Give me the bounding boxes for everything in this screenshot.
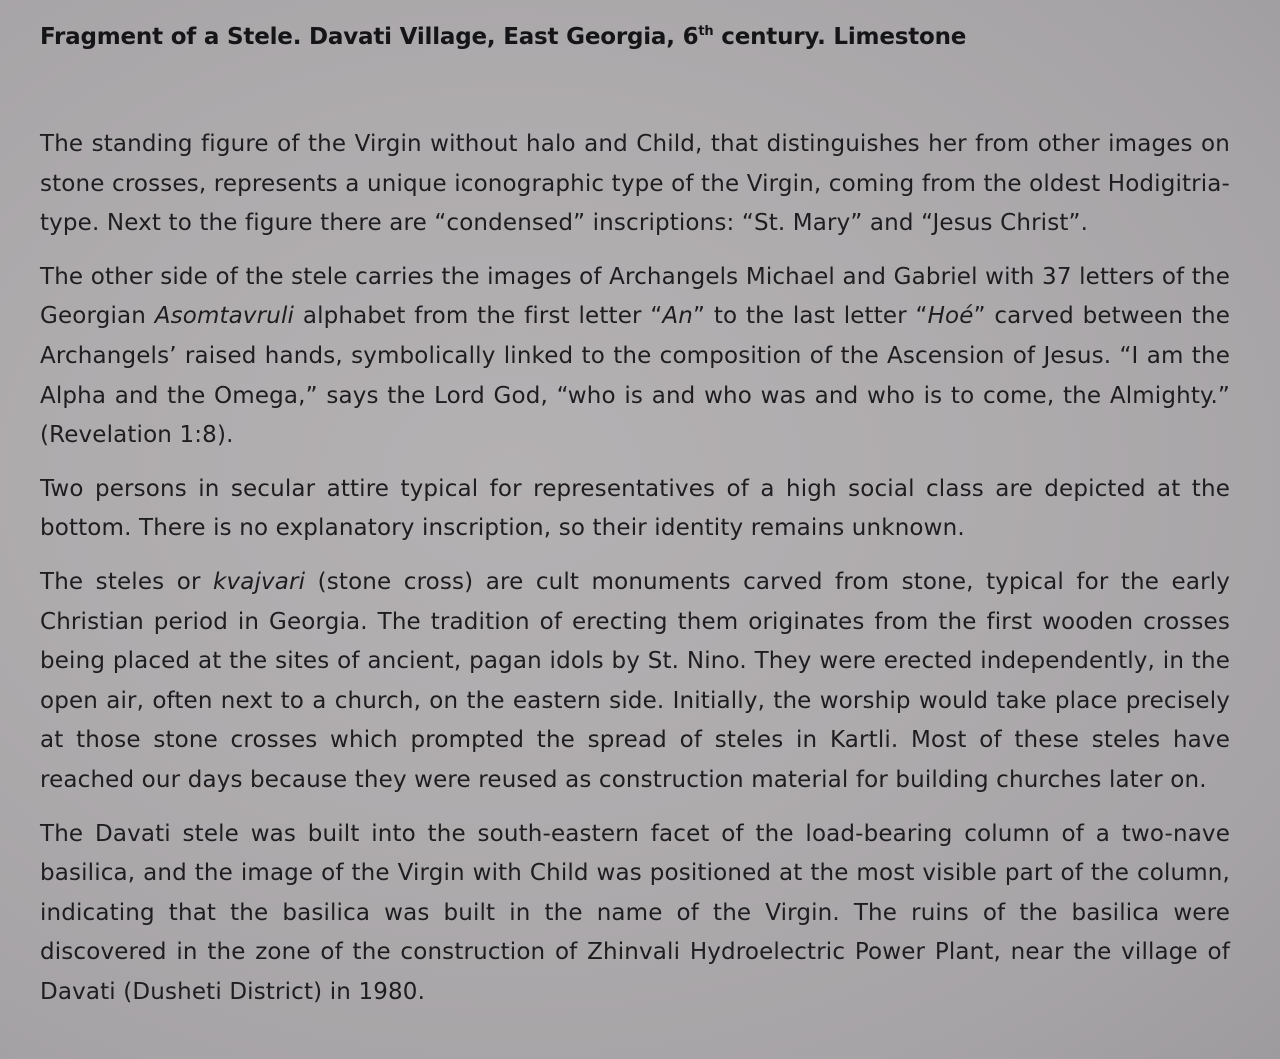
title-suffix: century. Limestone (713, 24, 967, 50)
p4-italic-kvajvari: kvajvari (213, 568, 306, 595)
title-superscript: th (698, 24, 714, 39)
p2-text-d: ” carved between the Archangels’ raised hands, symbolically linked to the composition of the Ascension of Jesus. “I am the Alpha and the Omega,” says the Lord God, “who is and who was and who is to come, the Almighty.” (Revelation 1:8). (40, 303, 1231, 449)
p4-text-a: The steles or (40, 568, 214, 595)
p2-italic-hoe: Hoé (927, 303, 974, 330)
paragraph-virgin-figure: The standing figure of the Virgin without halo and Child, that distinguishes her from other images on stone crosses, represents a unique iconographic type of the Virgin, coming from the oldest Hodigitria-type. Next to the figure there are “condensed” inscriptions: “St. Mary” and “Jesus Christ”. (40, 131, 1230, 237)
p4-text-b: (stone cross) are cult monuments carved from stone, typical for the early Christian period in Georgia. The tradition of erecting them originates from the first wooden crosses being placed at the sites of ancient, pagan idols by St. Nino. They were erected independently, in the open air, often next to a church, on the eastern side. Initially, the worship would take place precisely at those stone crosses which prompted the spread of steles in Kartli. Most of these steles have reached our days because they were reused as construction material for building churches later on. (40, 568, 1230, 793)
p2-text-a: The other side of the stele carries the images of Archangels Michael and Gabriel with 37 letters of the Georgian (40, 263, 1230, 330)
p2-italic-an: An (662, 303, 694, 330)
paragraph-steles-kvajvari (40, 563, 1230, 801)
paragraph-davati-basilica: The Davati stele was built into the south-eastern facet of the load-bearing column of a two-nave basilica, and the image of the Virgin with Child was positioned at the most visible part of the column, indicating that the basilica was built in the name of the Virgin. The ruins of the basilica were discovered in the zone of the construction of Zhinvali Hydroelectric Power Plant, near the village of Davati (Dusheti District) in 1980. (40, 820, 1230, 1005)
label-title (40, 22, 1230, 52)
paragraph-archangels (40, 258, 1230, 456)
title-text: Fragment of a Stele. Davati Village, East Georgia, 6 (40, 24, 699, 50)
p2-text-b: alphabet from the first letter “ (294, 303, 663, 330)
paragraph-secular-persons: Two persons in secular attire typical for representatives of a high social class are depicted at the bottom. There is no explanatory inscription, so their identity remains unknown. (40, 475, 1230, 542)
p2-text-c: ” to the last letter “ (693, 303, 928, 330)
p2-italic-asomtavruli: Asomtavruli (154, 303, 295, 330)
